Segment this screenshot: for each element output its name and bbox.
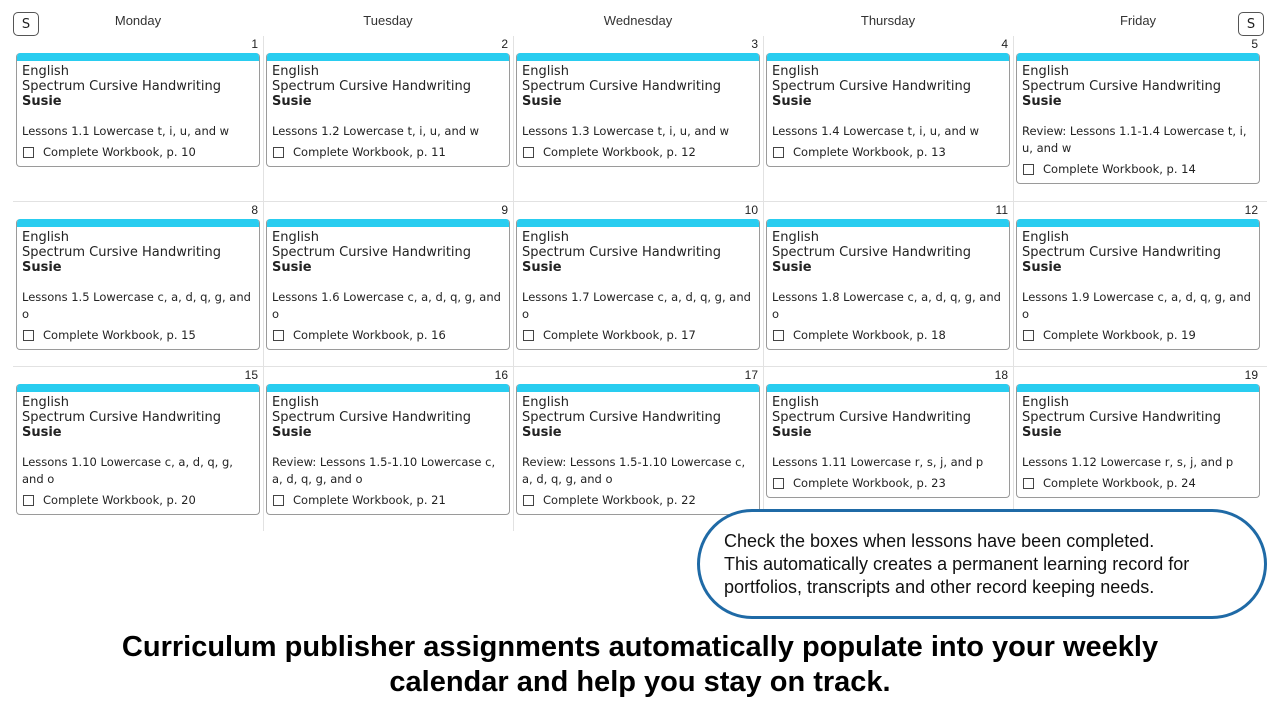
lesson-description: Review: Lessons 1.5-1.10 Lowercase c, a, d, q, g, and o [522, 455, 746, 486]
day-cell-wednesday[interactable] [513, 202, 763, 367]
course-title: Spectrum Cursive Handwriting [22, 410, 222, 425]
task-item[interactable] [522, 144, 755, 160]
lesson-description: Lessons 1.7 Lowercase c, a, d, q, g, and o [522, 290, 751, 321]
course-title: Spectrum Cursive Handwriting [22, 79, 222, 94]
lesson-description: Lessons 1.5 Lowercase c, a, d, q, g, and o [22, 290, 251, 321]
task-item[interactable] [1022, 161, 1255, 177]
student-name: Susie [1022, 260, 1062, 275]
headline-line: calendar and help you stay on track. [389, 666, 891, 698]
course-title: Spectrum Cursive Handwriting [272, 245, 472, 260]
student-name: Susie [772, 94, 812, 109]
course-title: Spectrum Cursive Handwriting [522, 410, 722, 425]
student-name: Susie [1022, 94, 1062, 109]
assignment-body [17, 392, 259, 514]
assignment-card[interactable] [16, 219, 260, 350]
course-title: Spectrum Cursive Handwriting [522, 79, 722, 94]
course-title: Spectrum Cursive Handwriting [772, 79, 972, 94]
task-checkbox[interactable] [273, 495, 284, 506]
course-title: Spectrum Cursive Handwriting [272, 410, 472, 425]
subject-color-bar [1017, 384, 1259, 392]
subject-color-bar [267, 384, 509, 392]
task-label: Complete Workbook, p. 17 [543, 328, 696, 342]
next-week-button[interactable]: S [1238, 12, 1264, 36]
info-callout [697, 509, 1267, 619]
day-header-friday: Friday [1119, 13, 1157, 28]
assignment-card[interactable] [1016, 53, 1260, 184]
task-checkbox[interactable] [23, 330, 34, 341]
task-item[interactable] [522, 327, 755, 343]
callout-line: This automatically creates a permanent learning record for [724, 554, 1190, 574]
task-checkbox[interactable] [773, 147, 784, 158]
student-name: Susie [22, 260, 62, 275]
subject-color-bar [767, 53, 1009, 61]
lesson-description: Lessons 1.8 Lowercase c, a, d, q, g, and o [772, 290, 1001, 321]
task-label: Complete Workbook, p. 21 [293, 493, 446, 507]
task-item[interactable] [272, 327, 505, 343]
task-item[interactable] [22, 492, 255, 508]
task-checkbox[interactable] [273, 330, 284, 341]
assignment-body [517, 61, 759, 166]
date-number: 8 [251, 203, 258, 217]
task-item[interactable] [272, 492, 505, 508]
lesson-description: Lessons 1.9 Lowercase c, a, d, q, g, and o [1022, 290, 1251, 321]
student-name: Susie [272, 94, 312, 109]
assignment-card[interactable] [766, 53, 1010, 167]
subject-color-bar [1017, 53, 1259, 61]
assignment-body [267, 227, 509, 349]
course-title: Spectrum Cursive Handwriting [1022, 245, 1222, 260]
date-number: 9 [501, 203, 508, 217]
subject-color-bar [267, 53, 509, 61]
assignment-body [767, 61, 1009, 166]
week-row [13, 36, 1267, 201]
assignment-body [767, 392, 1009, 497]
course-title: Spectrum Cursive Handwriting [22, 245, 222, 260]
day-cell-thursday[interactable] [763, 367, 1013, 532]
assignment-body [517, 227, 759, 349]
assignment-card[interactable] [16, 53, 260, 167]
subject-label: English [1022, 64, 1069, 79]
student-name: Susie [272, 425, 312, 440]
week-row [13, 201, 1267, 366]
calendar-grid [13, 36, 1267, 531]
day-cell-wednesday[interactable] [513, 36, 763, 201]
task-item[interactable] [1022, 475, 1255, 491]
student-name: Susie [22, 94, 62, 109]
task-checkbox[interactable] [1023, 330, 1034, 341]
task-item[interactable] [772, 144, 1005, 160]
task-label: Complete Workbook, p. 22 [543, 493, 696, 507]
subject-label: English [272, 395, 319, 410]
assignment-body [17, 61, 259, 166]
task-label: Complete Workbook, p. 13 [793, 145, 946, 159]
subject-color-bar [517, 53, 759, 61]
task-label: Complete Workbook, p. 12 [543, 145, 696, 159]
assignment-body [267, 392, 509, 514]
callout-line: portfolios, transcripts and other record keeping needs. [724, 577, 1155, 597]
lesson-description: Lessons 1.2 Lowercase t, i, u, and w [272, 124, 480, 138]
student-name: Susie [522, 260, 562, 275]
task-label: Complete Workbook, p. 16 [293, 328, 446, 342]
student-name: Susie [522, 425, 562, 440]
assignment-body [267, 61, 509, 166]
date-number: 1 [251, 37, 258, 51]
date-number: 19 [1244, 368, 1258, 382]
subject-color-bar [1017, 219, 1259, 227]
date-number: 10 [744, 203, 758, 217]
subject-label: English [272, 230, 319, 245]
task-label: Complete Workbook, p. 20 [43, 493, 196, 507]
previous-week-button[interactable]: S [13, 12, 39, 36]
date-number: 3 [751, 37, 758, 51]
course-title: Spectrum Cursive Handwriting [272, 79, 472, 94]
assignment-body [17, 227, 259, 349]
task-checkbox[interactable] [1023, 478, 1034, 489]
lesson-description: Lessons 1.11 Lowercase r, s, j, and p [772, 455, 984, 469]
assignment-card[interactable] [766, 384, 1010, 498]
callout-line: Check the boxes when lessons have been completed. [724, 531, 1155, 551]
subject-label: English [1022, 395, 1069, 410]
task-checkbox[interactable] [523, 330, 534, 341]
task-checkbox[interactable] [273, 147, 284, 158]
subject-label: English [772, 395, 819, 410]
task-checkbox[interactable] [523, 495, 534, 506]
student-name: Susie [22, 425, 62, 440]
day-cell-thursday[interactable] [763, 36, 1013, 201]
day-cell-thursday[interactable] [763, 202, 1013, 367]
subject-color-bar [517, 384, 759, 392]
assignment-card[interactable] [516, 53, 760, 167]
assignment-body [767, 227, 1009, 349]
day-cell-monday[interactable] [13, 367, 263, 532]
day-header-monday: Monday [114, 13, 162, 28]
student-name: Susie [1022, 425, 1062, 440]
lesson-description: Review: Lessons 1.1-1.4 Lowercase t, i, u, and w [1022, 124, 1247, 155]
task-label: Complete Workbook, p. 11 [293, 145, 446, 159]
date-number: 11 [995, 203, 1008, 217]
task-label: Complete Workbook, p. 23 [793, 476, 946, 490]
lesson-description: Lessons 1.3 Lowercase t, i, u, and w [522, 124, 730, 138]
assignment-body [1017, 227, 1259, 349]
student-name: Susie [772, 425, 812, 440]
student-name: Susie [772, 260, 812, 275]
task-label: Complete Workbook, p. 18 [793, 328, 946, 342]
day-cell-monday[interactable] [13, 36, 263, 201]
task-item[interactable] [1022, 327, 1255, 343]
promo-headline [0, 630, 1280, 700]
date-number: 5 [1251, 37, 1258, 51]
day-cell-friday[interactable] [1013, 36, 1263, 201]
assignment-card[interactable] [1016, 219, 1260, 350]
task-label: Complete Workbook, p. 24 [1043, 476, 1196, 490]
subject-label: English [22, 395, 69, 410]
date-number: 18 [994, 368, 1008, 382]
assignment-card[interactable] [516, 384, 760, 515]
assignment-card[interactable] [1016, 384, 1260, 498]
assignment-card[interactable] [266, 384, 510, 515]
assignment-card[interactable] [266, 53, 510, 167]
day-cell-friday[interactable] [1013, 367, 1263, 532]
course-title: Spectrum Cursive Handwriting [772, 245, 972, 260]
assignment-body [517, 392, 759, 514]
task-item[interactable] [772, 327, 1005, 343]
subject-label: English [772, 64, 819, 79]
day-cell-tuesday[interactable] [263, 36, 513, 201]
task-label: Complete Workbook, p. 19 [1043, 328, 1196, 342]
week-row [13, 366, 1267, 531]
subject-color-bar [517, 219, 759, 227]
subject-label: English [522, 64, 569, 79]
task-label: Complete Workbook, p. 10 [43, 145, 196, 159]
day-cell-monday[interactable] [13, 202, 263, 367]
lesson-description: Lessons 1.10 Lowercase c, a, d, q, g, and o [22, 455, 233, 486]
date-number: 2 [501, 37, 508, 51]
day-header-thursday: Thursday [860, 13, 916, 28]
task-label: Complete Workbook, p. 15 [43, 328, 196, 342]
task-item[interactable] [22, 327, 255, 343]
course-title: Spectrum Cursive Handwriting [522, 245, 722, 260]
subject-label: English [22, 64, 69, 79]
date-number: 4 [1001, 37, 1008, 51]
day-cell-tuesday[interactable] [263, 202, 513, 367]
task-item[interactable] [772, 475, 1005, 491]
lesson-description: Review: Lessons 1.5-1.10 Lowercase c, a, d, q, g, and o [272, 455, 496, 486]
task-label: Complete Workbook, p. 14 [1043, 162, 1196, 176]
subject-color-bar [267, 219, 509, 227]
day-cell-friday[interactable] [1013, 202, 1263, 367]
assignment-card[interactable] [266, 219, 510, 350]
task-checkbox[interactable] [1023, 164, 1034, 175]
date-number: 15 [244, 368, 258, 382]
assignment-body [1017, 61, 1259, 183]
day-header-wednesday: Wednesday [603, 13, 673, 28]
subject-color-bar [17, 384, 259, 392]
subject-color-bar [17, 53, 259, 61]
subject-label: English [772, 230, 819, 245]
task-checkbox[interactable] [523, 147, 534, 158]
student-name: Susie [522, 94, 562, 109]
task-item[interactable] [272, 144, 505, 160]
subject-label: English [1022, 230, 1069, 245]
day-header-tuesday: Tuesday [363, 13, 413, 28]
subject-color-bar [767, 219, 1009, 227]
date-number: 12 [1244, 203, 1258, 217]
subject-label: English [272, 64, 319, 79]
assignment-body [1017, 392, 1259, 497]
task-checkbox[interactable] [773, 330, 784, 341]
task-checkbox[interactable] [23, 147, 34, 158]
headline-line: Curriculum publisher assignments automatically populate into your weekly [121, 631, 1159, 663]
lesson-description: Lessons 1.12 Lowercase r, s, j, and p [1022, 455, 1234, 469]
course-title: Spectrum Cursive Handwriting [772, 410, 972, 425]
student-name: Susie [272, 260, 312, 275]
assignment-card[interactable] [16, 384, 260, 515]
subject-label: English [22, 230, 69, 245]
subject-color-bar [767, 384, 1009, 392]
date-number: 17 [744, 368, 758, 382]
task-checkbox[interactable] [773, 478, 784, 489]
subject-label: English [522, 395, 569, 410]
course-title: Spectrum Cursive Handwriting [1022, 79, 1222, 94]
task-item[interactable] [522, 492, 755, 508]
assignment-card[interactable] [766, 219, 1010, 350]
subject-label: English [522, 230, 569, 245]
task-checkbox[interactable] [23, 495, 34, 506]
assignment-card[interactable] [516, 219, 760, 350]
lesson-description: Lessons 1.1 Lowercase t, i, u, and w [22, 124, 230, 138]
lesson-description: Lessons 1.4 Lowercase t, i, u, and w [772, 124, 980, 138]
day-cell-wednesday[interactable] [513, 367, 763, 532]
course-title: Spectrum Cursive Handwriting [1022, 410, 1222, 425]
subject-color-bar [17, 219, 259, 227]
day-cell-tuesday[interactable] [263, 367, 513, 532]
task-item[interactable] [22, 144, 255, 160]
date-number: 16 [494, 368, 508, 382]
lesson-description: Lessons 1.6 Lowercase c, a, d, q, g, and o [272, 290, 501, 321]
